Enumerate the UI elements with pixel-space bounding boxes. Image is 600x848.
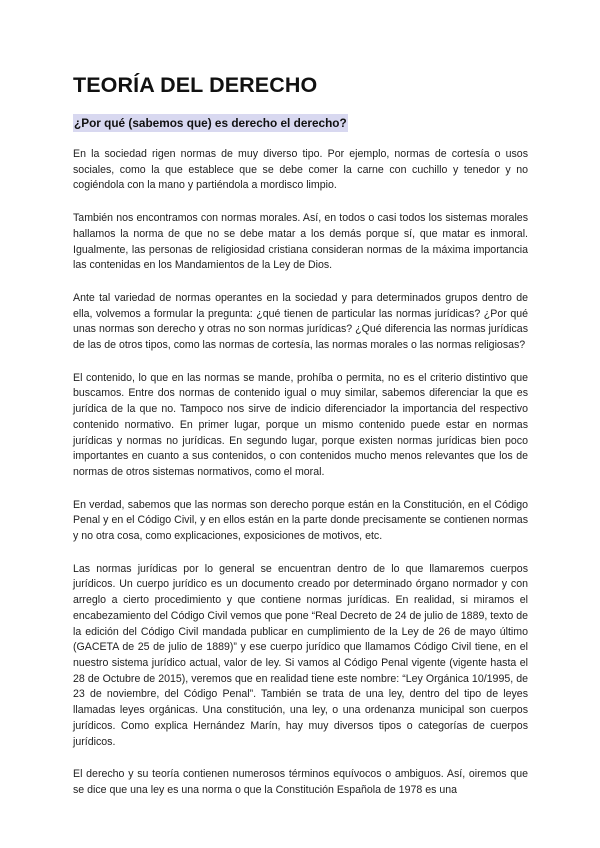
paragraph: Ante tal variedad de normas operantes en la sociedad y para determinados grupos dentro de ella, volvemos a formular la pregunta: ¿qué tienen de particular las normas jurídicas? ¿Por qué unas normas son derecho y otras no son normas jurídicas? ¿Qué diferencia las normas jurídicas de las de otros tipos, como las normas de cortesía, las normas morales o las normas religiosas? (73, 291, 528, 352)
paragraph: El derecho y su teoría contienen numerosos términos equívocos o ambiguos. Así, oiremos que se dice que una ley es una norma o que la Constitución Española de 1978 es una (73, 768, 528, 796)
section-subtitle: ¿Por qué (sabemos que) es derecho el derecho? (74, 116, 347, 130)
paragraph: También nos encontramos con normas morales. Así, en todos o casi todos los sistemas morales hallamos la norma de que no se debe matar a los demás porque sí, que matar es inmoral. Igualmente, las personas de religiosidad cristiana consideran normas de la máxima importancia las contenidas en los Mandamientos de la Ley de Dios. (73, 212, 528, 272)
document-title: TEORÍA DEL DERECHO (73, 73, 318, 97)
paragraph: En verdad, sabemos que las normas son derecho porque están en la Constitución, en el Código Penal y en el Código Civil, y en ellos están en la parte donde precisamente se contienen normas y no otra cosa, como explicaciones, exposiciones de motivos, etc. (73, 498, 528, 543)
paragraph: Las normas jurídicas por lo general se encuentran dentro de lo que llamaremos cuerpos jurídicos. Un cuerpo jurídico es un documento creado por determinado órgano normador y con arreglo a cierto procedimiento y que contiene normas jurídicas. En realidad, si miramos el encabezamiento del Código Civil vemos que pone “Real Decreto de 24 de julio de 1889, texto de la edición del Código Civil mandada publicar en cumplimiento de la Ley de 26 de mayo último (GACETA de 25 de julio de 1889)” y ese cuerpo jurídico que llamamos Código Civil tiene, en el nuestro sistema jurídico actual, valor de ley. Si vamos al Código Penal vigente (vigente hasta el 28 de Octubre de 2015), veremos que en realidad tiene este nombre: “Ley Orgánica 10/1995, de 23 de noviembre, del Código Penal”. También se trata de una ley, dentro del tipo de leyes llamadas leyes orgánicas. Una constitución, una ley, o una ordenanza municipal son cuerpos jurídicos. Como explica Hernández Marín, hay muy diversos tipos o categorías de cuerpos jurídicos. (73, 562, 528, 748)
paragraph: El contenido, lo que en las normas se mande, prohíba o permita, no es el criterio distintivo que buscamos. Entre dos normas de contenido igual o muy similar, sabemos diferenciar la que es jurídica de la que no. Tampoco nos sirve de indicio diferenciador la importancia del respectivo contenido normativo. En primer lugar, porque un mismo contenido puede estar en normas jurídicas y normas no jurídicas. En segundo lugar, porque existen normas jurídicas bien poco importantes en cuanto a sus contenidos, o con contenidos mucho menos relevantes que los de normas de otros sistemas normativos, como el moral. (73, 371, 528, 478)
paragraph: En la sociedad rigen normas de muy diverso tipo. Por ejemplo, normas de cortesía o usos sociales, como la que establece que se debe comer la carne con cuchillo y tenedor y no cogiéndola con la mano y partiéndola a mordisco limpio. (73, 148, 528, 192)
document-body (73, 147, 528, 799)
